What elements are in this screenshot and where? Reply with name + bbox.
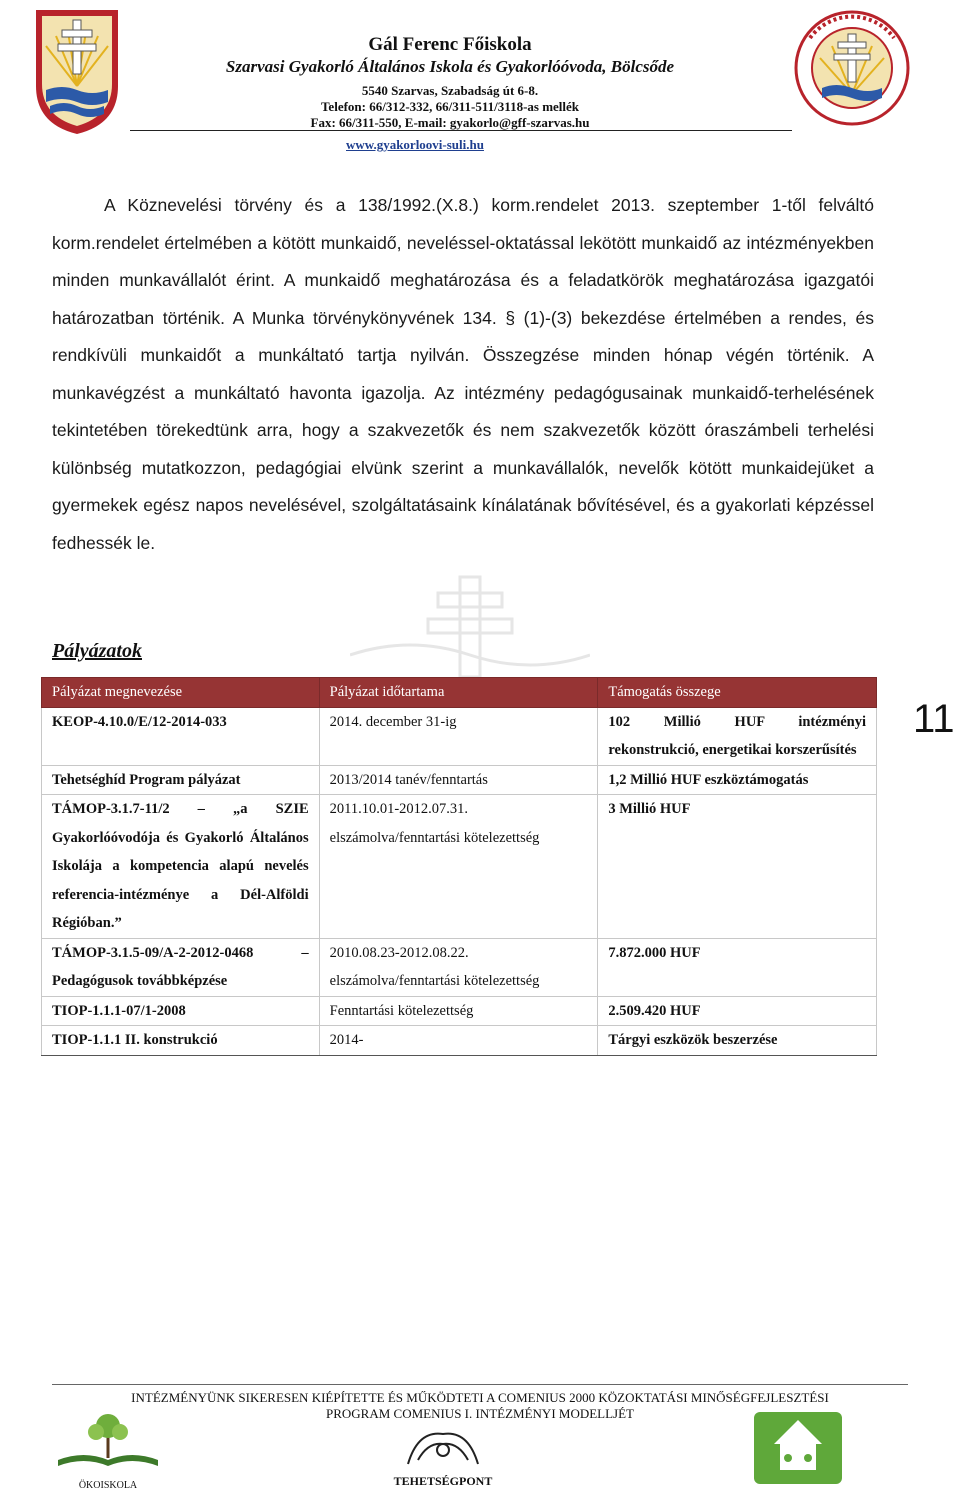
school-name: Szarvasi Gyakorló Általános Iskola és Gyakorlóóvoda, Bölcsőde bbox=[225, 57, 675, 76]
grant-duration: 2014. december 31-ig bbox=[319, 707, 598, 765]
institution-name: Gál Ferenc Főiskola bbox=[368, 34, 532, 55]
table-header-row bbox=[42, 678, 877, 708]
phone: Telefon: 66/312-332, 66/311-511/3118-as mellék bbox=[320, 99, 580, 114]
talent-point-logo-icon bbox=[388, 1420, 498, 1476]
footer-line-2: PROGRAM COMENIUS I. INTÉZMÉNYI MODELLJÉT bbox=[325, 1406, 634, 1421]
grant-duration: 2014- bbox=[319, 1026, 598, 1056]
grant-name: Tehetséghíd Program pályázat bbox=[42, 765, 320, 795]
grant-amount: 2.509.420 HUF bbox=[598, 996, 877, 1026]
table-row bbox=[42, 795, 877, 939]
table-row bbox=[42, 938, 877, 996]
table-row bbox=[42, 707, 877, 765]
grant-amount: 3 Millió HUF bbox=[598, 795, 877, 939]
grant-name: KEOP-4.10.0/E/12-2014-033 bbox=[42, 707, 320, 765]
grant-amount: 7.872.000 HUF bbox=[598, 938, 877, 996]
header-divider bbox=[130, 130, 792, 131]
column-header-name: Pályázat megnevezése bbox=[42, 678, 320, 708]
eco-school-logo-icon bbox=[48, 1410, 168, 1482]
table-row bbox=[42, 996, 877, 1026]
grant-name: TIOP-1.1.1-07/1-2008 bbox=[42, 996, 320, 1026]
footer-divider bbox=[52, 1384, 908, 1385]
grant-amount: 1,2 Millió HUF eszköztámogatás bbox=[598, 765, 877, 795]
page-number: 11 bbox=[913, 697, 955, 741]
working-time-paragraph: A Köznevelési törvény és a 138/1992.(X.8.) korm.rendelet 2013. szeptember 1-től felváltó korm.rendelet értelmében a kötött munkaidő, neveléssel-oktatással lekötött munkaidő az intézményekben minden munkavállalót érint. A munkaidő meghatározása és a feladatkörök meghatározása igazgatói határozatban történik. A Munka törvénykönyvének 134. § (1)-(3) bekezdése értelmében a rendes, és rendkívüli munkaidőt a munkáltató tartja nyilván. Összegzése minden hónap végén történik. A munkavégzést a munkáltató havonta igazolja. Az intézmény pedagógusainak munkaidő-terhelésének tekintetében törekedtünk arra, hogy a szakvezetők és nem szakvezetők között óraszámbeli terhelési különbség mutatkozzon, pedagógiai elvünk szerint a munkavállalók, nevelők kötött munkaidejüket a gyermekek egész napos nevelésével, szolgáltatásaink kínálatának bővítésével, és a gyakorlati képzéssel fedhessék le. bbox=[52, 195, 874, 553]
cross-watermark-icon bbox=[350, 575, 590, 685]
school-round-seal-logo bbox=[786, 8, 918, 128]
grant-amount: 102 Millió HUF intézményi rekonstrukció, energetikai korszerűsítés bbox=[598, 707, 877, 765]
table-row bbox=[42, 765, 877, 795]
grant-name: TÁMOP-3.1.7-11/2 – „a SZIE Gyakorlóóvodója és Gyakorló Általános Iskolája a kompetencia alapú nevelés referencia-intézménye a Dél-Alföldi Régióban.” bbox=[42, 795, 320, 939]
section-title-grants: Pályázatok bbox=[52, 640, 142, 662]
grant-duration: Fenntartási kötelezettség bbox=[319, 996, 598, 1026]
grant-duration: 2013/2014 tanév/fenntartás bbox=[319, 765, 598, 795]
grant-amount: Tárgyi eszközök beszerzése bbox=[598, 1026, 877, 1056]
college-crest-logo-left bbox=[32, 6, 122, 136]
grants-table bbox=[41, 677, 877, 1056]
fax-email: Fax: 66/311-550, E-mail: gyakorlo@gff-szarvas.hu bbox=[310, 115, 590, 130]
column-header-duration: Pályázat időtartama bbox=[319, 678, 598, 708]
grant-name: TÁMOP-3.1.5-09/A-2-2012-0468 – Pedagógusok továbbképzése bbox=[42, 938, 320, 996]
green-kindergarten-logo-icon bbox=[752, 1410, 844, 1486]
talent-point-caption: TEHETSÉGPONT bbox=[393, 1474, 493, 1488]
footer-line-1: INTÉZMÉNYÜNK SIKERESEN KIÉPÍTETTE ÉS MŰKÖDTETI A COMENIUS 2000 KÖZOKTATÁSI MINŐSÉGFEJLESZTÉSI bbox=[131, 1390, 829, 1405]
column-header-amount: Támogatás összege bbox=[598, 678, 877, 708]
grant-duration: 2010.08.23-2012.08.22. elszámolva/fenntartási kötelezettség bbox=[319, 938, 598, 996]
website-link[interactable]: www.gyakorloovi-suli.hu bbox=[346, 137, 484, 152]
address: 5540 Szarvas, Szabadság út 6-8. bbox=[361, 83, 539, 98]
grant-duration: 2011.10.01-2012.07.31. elszámolva/fenntartási kötelezettség bbox=[319, 795, 598, 939]
grant-name: TIOP-1.1.1 II. konstrukció bbox=[42, 1026, 320, 1056]
table-row bbox=[42, 1026, 877, 1056]
eco-school-caption: ÖKOISKOLA bbox=[78, 1480, 138, 1491]
